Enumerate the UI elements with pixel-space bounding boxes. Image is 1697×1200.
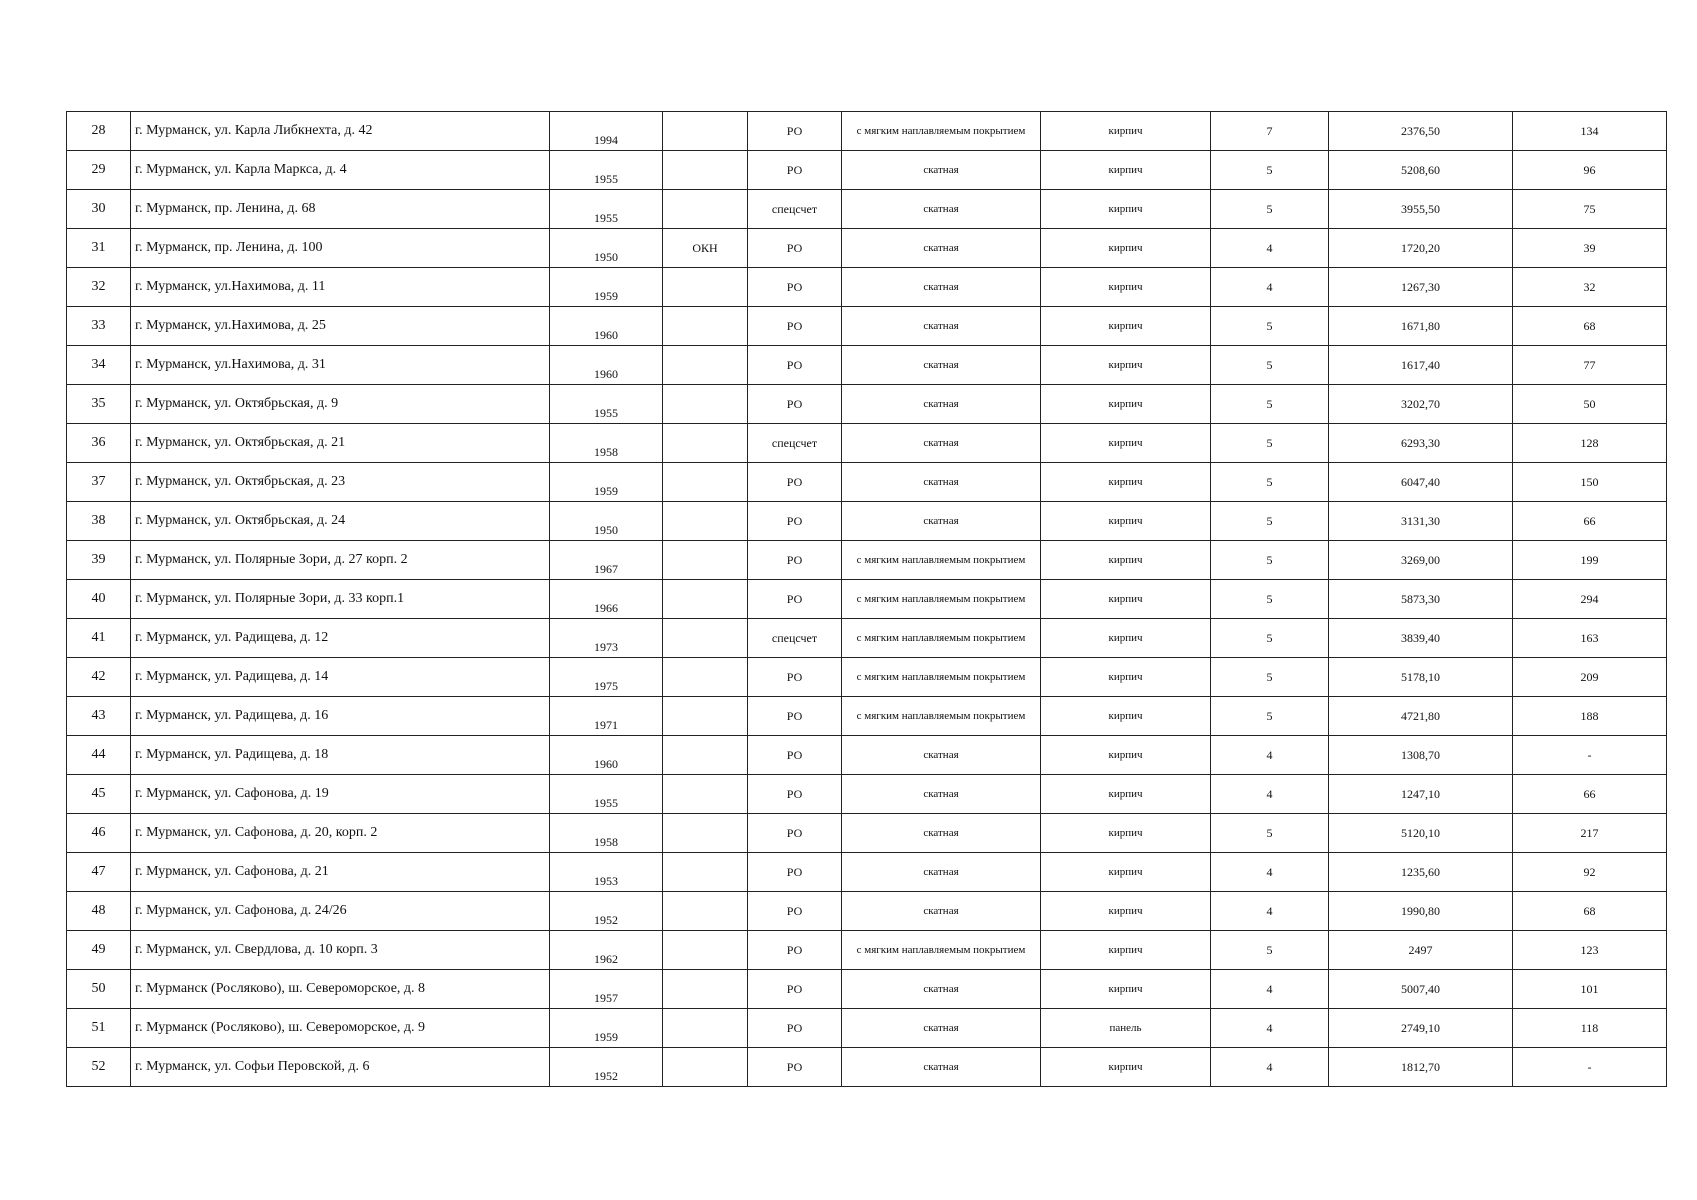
row-number-cell: 33 (67, 307, 131, 346)
roof-type-cell: с мягким наплавляемым покрытием (842, 541, 1041, 580)
fund-method-cell: РО (748, 385, 842, 424)
fund-method-cell: РО (748, 814, 842, 853)
heritage-status-cell (663, 502, 748, 541)
fund-method-cell: РО (748, 541, 842, 580)
area-cell: 5208,60 (1329, 151, 1513, 190)
address-cell: г. Мурманск, ул. Свердлова, д. 10 корп. 3 (131, 931, 550, 970)
table-row (67, 892, 1667, 931)
floors-cell: 5 (1211, 931, 1329, 970)
area-cell: 1235,60 (1329, 853, 1513, 892)
floors-cell: 4 (1211, 268, 1329, 307)
area-cell: 2376,50 (1329, 112, 1513, 151)
fund-method-cell: РО (748, 1048, 842, 1087)
floors-cell: 4 (1211, 775, 1329, 814)
row-number-cell: 37 (67, 463, 131, 502)
residents-cell: 92 (1513, 853, 1667, 892)
table-row (67, 229, 1667, 268)
row-number-cell: 52 (67, 1048, 131, 1087)
roof-type-cell: скатная (842, 814, 1041, 853)
roof-type-cell: скатная (842, 736, 1041, 775)
address-cell: г. Мурманск (Росляково), ш. Североморское, д. 9 (131, 1009, 550, 1048)
table-row (67, 853, 1667, 892)
row-number-cell: 35 (67, 385, 131, 424)
fund-method-cell: РО (748, 112, 842, 151)
year-built-cell: 1955 (550, 151, 663, 190)
roof-type-cell: скатная (842, 268, 1041, 307)
year-built-cell: 1975 (550, 658, 663, 697)
roof-type-cell: с мягким наплавляемым покрытием (842, 112, 1041, 151)
area-cell: 1720,20 (1329, 229, 1513, 268)
fund-method-cell: спецсчет (748, 190, 842, 229)
table-row (67, 775, 1667, 814)
residents-cell: 101 (1513, 970, 1667, 1009)
fund-method-cell: РО (748, 931, 842, 970)
address-cell: г. Мурманск (Росляково), ш. Североморское, д. 8 (131, 970, 550, 1009)
roof-type-cell: скатная (842, 307, 1041, 346)
heritage-status-cell: ОКН (663, 229, 748, 268)
heritage-status-cell (663, 1048, 748, 1087)
roof-type-cell: скатная (842, 385, 1041, 424)
heritage-status-cell (663, 1009, 748, 1048)
wall-material-cell: кирпич (1041, 619, 1211, 658)
area-cell: 2497 (1329, 931, 1513, 970)
row-number-cell: 30 (67, 190, 131, 229)
roof-type-cell: скатная (842, 424, 1041, 463)
year-built-cell: 1953 (550, 853, 663, 892)
heritage-status-cell (663, 190, 748, 229)
year-built-cell: 1960 (550, 307, 663, 346)
floors-cell: 5 (1211, 463, 1329, 502)
row-number-cell: 45 (67, 775, 131, 814)
address-cell: г. Мурманск, ул. Карла Маркса, д. 4 (131, 151, 550, 190)
residents-cell: 68 (1513, 892, 1667, 931)
fund-method-cell: РО (748, 853, 842, 892)
address-cell: г. Мурманск, ул. Полярные Зори, д. 27 корп. 2 (131, 541, 550, 580)
wall-material-cell: кирпич (1041, 229, 1211, 268)
year-built-cell: 1955 (550, 775, 663, 814)
row-number-cell: 29 (67, 151, 131, 190)
wall-material-cell: кирпич (1041, 190, 1211, 229)
year-built-cell: 1958 (550, 814, 663, 853)
row-number-cell: 50 (67, 970, 131, 1009)
wall-material-cell: кирпич (1041, 580, 1211, 619)
wall-material-cell: кирпич (1041, 463, 1211, 502)
row-number-cell: 31 (67, 229, 131, 268)
floors-cell: 7 (1211, 112, 1329, 151)
heritage-status-cell (663, 151, 748, 190)
residents-cell: 32 (1513, 268, 1667, 307)
address-cell: г. Мурманск, ул. Радищева, д. 18 (131, 736, 550, 775)
heritage-status-cell (663, 346, 748, 385)
residents-cell: 68 (1513, 307, 1667, 346)
table-row (67, 307, 1667, 346)
address-cell: г. Мурманск, пр. Ленина, д. 100 (131, 229, 550, 268)
wall-material-cell: кирпич (1041, 1048, 1211, 1087)
fund-method-cell: РО (748, 268, 842, 307)
roof-type-cell: скатная (842, 346, 1041, 385)
fund-method-cell: РО (748, 1009, 842, 1048)
heritage-status-cell (663, 463, 748, 502)
area-cell: 5007,40 (1329, 970, 1513, 1009)
wall-material-cell: кирпич (1041, 853, 1211, 892)
wall-material-cell: кирпич (1041, 424, 1211, 463)
fund-method-cell: РО (748, 775, 842, 814)
roof-type-cell: скатная (842, 853, 1041, 892)
row-number-cell: 28 (67, 112, 131, 151)
residents-cell: 96 (1513, 151, 1667, 190)
table-row (67, 112, 1667, 151)
floors-cell: 5 (1211, 307, 1329, 346)
wall-material-cell: панель (1041, 1009, 1211, 1048)
wall-material-cell: кирпич (1041, 268, 1211, 307)
address-cell: г. Мурманск, ул. Сафонова, д. 20, корп. 2 (131, 814, 550, 853)
area-cell: 3202,70 (1329, 385, 1513, 424)
table-row (67, 814, 1667, 853)
heritage-status-cell (663, 541, 748, 580)
roof-type-cell: скатная (842, 502, 1041, 541)
heritage-status-cell (663, 775, 748, 814)
wall-material-cell: кирпич (1041, 775, 1211, 814)
year-built-cell: 1950 (550, 502, 663, 541)
table-row (67, 151, 1667, 190)
area-cell: 1247,10 (1329, 775, 1513, 814)
roof-type-cell: скатная (842, 892, 1041, 931)
roof-type-cell: скатная (842, 1009, 1041, 1048)
row-number-cell: 49 (67, 931, 131, 970)
wall-material-cell: кирпич (1041, 541, 1211, 580)
floors-cell: 5 (1211, 190, 1329, 229)
area-cell: 3269,00 (1329, 541, 1513, 580)
residents-cell: 199 (1513, 541, 1667, 580)
address-cell: г. Мурманск, ул.Нахимова, д. 25 (131, 307, 550, 346)
table-row (67, 190, 1667, 229)
residents-cell: - (1513, 1048, 1667, 1087)
year-built-cell: 1960 (550, 346, 663, 385)
row-number-cell: 48 (67, 892, 131, 931)
residents-cell: 39 (1513, 229, 1667, 268)
year-built-cell: 1973 (550, 619, 663, 658)
wall-material-cell: кирпич (1041, 931, 1211, 970)
area-cell: 6293,30 (1329, 424, 1513, 463)
floors-cell: 5 (1211, 541, 1329, 580)
area-cell: 1617,40 (1329, 346, 1513, 385)
floors-cell: 5 (1211, 502, 1329, 541)
year-built-cell: 1959 (550, 268, 663, 307)
residents-cell: 75 (1513, 190, 1667, 229)
floors-cell: 5 (1211, 619, 1329, 658)
residents-cell: 123 (1513, 931, 1667, 970)
area-cell: 4721,80 (1329, 697, 1513, 736)
address-cell: г. Мурманск, пр. Ленина, д. 68 (131, 190, 550, 229)
address-cell: г. Мурманск, ул. Сафонова, д. 19 (131, 775, 550, 814)
year-built-cell: 1955 (550, 385, 663, 424)
table-row (67, 541, 1667, 580)
address-cell: г. Мурманск, ул. Карла Либкнехта, д. 42 (131, 112, 550, 151)
floors-cell: 5 (1211, 385, 1329, 424)
year-built-cell: 1955 (550, 190, 663, 229)
row-number-cell: 38 (67, 502, 131, 541)
address-cell: г. Мурманск, ул. Сафонова, д. 24/26 (131, 892, 550, 931)
table-row (67, 658, 1667, 697)
table-row (67, 463, 1667, 502)
area-cell: 3839,40 (1329, 619, 1513, 658)
area-cell: 1990,80 (1329, 892, 1513, 931)
floors-cell: 5 (1211, 580, 1329, 619)
residents-cell: 150 (1513, 463, 1667, 502)
area-cell: 1671,80 (1329, 307, 1513, 346)
roof-type-cell: скатная (842, 775, 1041, 814)
wall-material-cell: кирпич (1041, 736, 1211, 775)
wall-material-cell: кирпич (1041, 892, 1211, 931)
row-number-cell: 34 (67, 346, 131, 385)
row-number-cell: 47 (67, 853, 131, 892)
area-cell: 2749,10 (1329, 1009, 1513, 1048)
table-row (67, 697, 1667, 736)
fund-method-cell: РО (748, 229, 842, 268)
floors-cell: 5 (1211, 424, 1329, 463)
table-row (67, 346, 1667, 385)
table-row (67, 970, 1667, 1009)
residents-cell: 128 (1513, 424, 1667, 463)
roof-type-cell: скатная (842, 190, 1041, 229)
row-number-cell: 36 (67, 424, 131, 463)
row-number-cell: 32 (67, 268, 131, 307)
wall-material-cell: кирпич (1041, 346, 1211, 385)
heritage-status-cell (663, 619, 748, 658)
table-row (67, 619, 1667, 658)
year-built-cell: 1962 (550, 931, 663, 970)
year-built-cell: 1966 (550, 580, 663, 619)
fund-method-cell: РО (748, 970, 842, 1009)
year-built-cell: 1950 (550, 229, 663, 268)
roof-type-cell: с мягким наплавляемым покрытием (842, 580, 1041, 619)
heritage-status-cell (663, 697, 748, 736)
row-number-cell: 51 (67, 1009, 131, 1048)
wall-material-cell: кирпич (1041, 697, 1211, 736)
area-cell: 5178,10 (1329, 658, 1513, 697)
year-built-cell: 1958 (550, 424, 663, 463)
table-row (67, 1009, 1667, 1048)
area-cell: 3131,30 (1329, 502, 1513, 541)
residents-cell: 188 (1513, 697, 1667, 736)
row-number-cell: 46 (67, 814, 131, 853)
address-cell: г. Мурманск, ул. Софьи Перовской, д. 6 (131, 1048, 550, 1087)
roof-type-cell: с мягким наплавляемым покрытием (842, 619, 1041, 658)
residents-cell: - (1513, 736, 1667, 775)
heritage-status-cell (663, 658, 748, 697)
address-cell: г. Мурманск, ул.Нахимова, д. 31 (131, 346, 550, 385)
wall-material-cell: кирпич (1041, 502, 1211, 541)
table-row (67, 502, 1667, 541)
heritage-status-cell (663, 814, 748, 853)
area-cell: 5120,10 (1329, 814, 1513, 853)
wall-material-cell: кирпич (1041, 112, 1211, 151)
table-row (67, 385, 1667, 424)
year-built-cell: 1952 (550, 1048, 663, 1087)
row-number-cell: 41 (67, 619, 131, 658)
table-row (67, 1048, 1667, 1087)
residents-cell: 209 (1513, 658, 1667, 697)
year-built-cell: 1957 (550, 970, 663, 1009)
year-built-cell: 1967 (550, 541, 663, 580)
heritage-status-cell (663, 385, 748, 424)
fund-method-cell: РО (748, 346, 842, 385)
fund-method-cell: РО (748, 580, 842, 619)
address-cell: г. Мурманск, ул. Октябрьская, д. 23 (131, 463, 550, 502)
residents-cell: 217 (1513, 814, 1667, 853)
fund-method-cell: РО (748, 658, 842, 697)
roof-type-cell: скатная (842, 1048, 1041, 1087)
residents-cell: 294 (1513, 580, 1667, 619)
floors-cell: 4 (1211, 853, 1329, 892)
address-cell: г. Мурманск, ул. Радищева, д. 14 (131, 658, 550, 697)
area-cell: 1267,30 (1329, 268, 1513, 307)
floors-cell: 5 (1211, 346, 1329, 385)
year-built-cell: 1952 (550, 892, 663, 931)
fund-method-cell: РО (748, 892, 842, 931)
heritage-status-cell (663, 892, 748, 931)
heritage-status-cell (663, 424, 748, 463)
table-row (67, 736, 1667, 775)
row-number-cell: 43 (67, 697, 131, 736)
roof-type-cell: с мягким наплавляемым покрытием (842, 697, 1041, 736)
address-cell: г. Мурманск, ул. Радищева, д. 12 (131, 619, 550, 658)
roof-type-cell: скатная (842, 229, 1041, 268)
residents-cell: 163 (1513, 619, 1667, 658)
table-row (67, 580, 1667, 619)
floors-cell: 5 (1211, 814, 1329, 853)
roof-type-cell: скатная (842, 463, 1041, 502)
heritage-status-cell (663, 970, 748, 1009)
year-built-cell: 1971 (550, 697, 663, 736)
residents-cell: 118 (1513, 1009, 1667, 1048)
fund-method-cell: спецсчет (748, 424, 842, 463)
heritage-status-cell (663, 307, 748, 346)
floors-cell: 5 (1211, 697, 1329, 736)
row-number-cell: 42 (67, 658, 131, 697)
address-cell: г. Мурманск, ул. Радищева, д. 16 (131, 697, 550, 736)
address-cell: г. Мурманск, ул. Полярные Зори, д. 33 корп.1 (131, 580, 550, 619)
roof-type-cell: с мягким наплавляемым покрытием (842, 931, 1041, 970)
residents-cell: 66 (1513, 775, 1667, 814)
floors-cell: 4 (1211, 892, 1329, 931)
fund-method-cell: РО (748, 151, 842, 190)
row-number-cell: 40 (67, 580, 131, 619)
address-cell: г. Мурманск, ул.Нахимова, д. 11 (131, 268, 550, 307)
heritage-status-cell (663, 268, 748, 307)
table-row (67, 931, 1667, 970)
heritage-status-cell (663, 853, 748, 892)
table-row (67, 268, 1667, 307)
heritage-status-cell (663, 931, 748, 970)
year-built-cell: 1959 (550, 463, 663, 502)
row-number-cell: 44 (67, 736, 131, 775)
floors-cell: 4 (1211, 1048, 1329, 1087)
fund-method-cell: РО (748, 697, 842, 736)
year-built-cell: 1994 (550, 112, 663, 151)
roof-type-cell: скатная (842, 151, 1041, 190)
heritage-status-cell (663, 736, 748, 775)
residents-cell: 66 (1513, 502, 1667, 541)
wall-material-cell: кирпич (1041, 385, 1211, 424)
fund-method-cell: РО (748, 736, 842, 775)
table-body (67, 112, 1667, 1087)
table-row (67, 424, 1667, 463)
area-cell: 1812,70 (1329, 1048, 1513, 1087)
fund-method-cell: РО (748, 502, 842, 541)
fund-method-cell: спецсчет (748, 619, 842, 658)
address-cell: г. Мурманск, ул. Октябрьская, д. 21 (131, 424, 550, 463)
floors-cell: 5 (1211, 658, 1329, 697)
floors-cell: 4 (1211, 970, 1329, 1009)
wall-material-cell: кирпич (1041, 658, 1211, 697)
wall-material-cell: кирпич (1041, 307, 1211, 346)
fund-method-cell: РО (748, 307, 842, 346)
address-cell: г. Мурманск, ул. Сафонова, д. 21 (131, 853, 550, 892)
address-cell: г. Мурманск, ул. Октябрьская, д. 9 (131, 385, 550, 424)
heritage-status-cell (663, 112, 748, 151)
wall-material-cell: кирпич (1041, 970, 1211, 1009)
roof-type-cell: скатная (842, 970, 1041, 1009)
floors-cell: 4 (1211, 229, 1329, 268)
residents-cell: 77 (1513, 346, 1667, 385)
year-built-cell: 1960 (550, 736, 663, 775)
roof-type-cell: с мягким наплавляемым покрытием (842, 658, 1041, 697)
fund-method-cell: РО (748, 463, 842, 502)
wall-material-cell: кирпич (1041, 151, 1211, 190)
year-built-cell: 1959 (550, 1009, 663, 1048)
floors-cell: 5 (1211, 151, 1329, 190)
address-cell: г. Мурманск, ул. Октябрьская, д. 24 (131, 502, 550, 541)
area-cell: 6047,40 (1329, 463, 1513, 502)
area-cell: 3955,50 (1329, 190, 1513, 229)
residents-cell: 134 (1513, 112, 1667, 151)
heritage-status-cell (663, 580, 748, 619)
floors-cell: 4 (1211, 1009, 1329, 1048)
floors-cell: 4 (1211, 736, 1329, 775)
area-cell: 1308,70 (1329, 736, 1513, 775)
residents-cell: 50 (1513, 385, 1667, 424)
area-cell: 5873,30 (1329, 580, 1513, 619)
wall-material-cell: кирпич (1041, 814, 1211, 853)
housing-table (66, 111, 1667, 1087)
row-number-cell: 39 (67, 541, 131, 580)
